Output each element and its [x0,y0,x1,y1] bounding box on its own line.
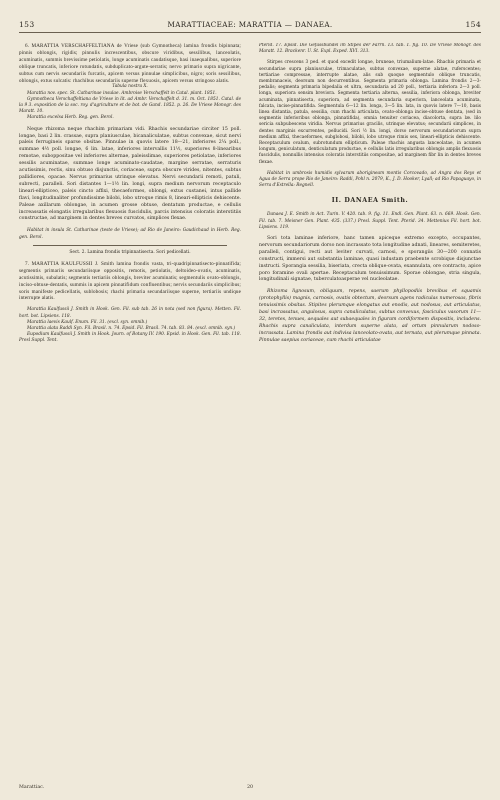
running-head [19,20,481,33]
left-page-number: 153 [19,20,35,29]
synonym: Marattia laevis Kaulf. Enum. Fil. 31. (excl. syn. omnib.) [27,319,148,325]
species-description: 6. MARATTIA VERSCHAFFELTIANA de Vriese (sub Gymnotheca) lamina frondis bipinnata; pinnis oblongis, rigidis; pinnulis increscentibus, obscure viridibus, sessilibus, lanceolatis, acuminatis, summis brevissime petiolatis, longe acuminatis caudatisque, basi inaequalibus, superiore oblique truncatis, inferiore rotundatis, subduplicato-argute-serratis; nervo primario supra nigricante, subtus cum nervis secundariis furcatis, apicem versus pinnulae simplicibus, nigro; soris sessilibus, oblongis, extus sulcatis: rhachibus secundariis superne flexuosis, apicem versus stringoso alatis. [19,43,241,84]
genus-description: Sori tota laminae inferiore, hanc tamen apiceque extremo excepto, occupantes, nervorum secundariorum dorso non incrassato tota longitudine adnati, lineares, semiteretes, paralleli, contigui, recti aut leviter curvati, carnosi, e sporangiis 30—200 connatis constructi, immersi aut substantia laminae, quasi industam praebente scrobique disjunctae instructi. Sporangia sessilia, biseriata, crecta oblique-ovata, exannulata, ore contracto, apice poro foramine ovali apertae. Receptaculum tenuissimum. Sporae oblongae, stria singula, longitudinali signatae, tuberculatoasperae vel nucleolatae. [259,235,481,283]
description-paragraph: Stirpes crescens 3 ped. et quod excedit longae, bruneae, triumalium-latae. Rhachis primaria et secundariae supra planiusculae, trimaculatae, subtus convexae, superne alatae, ruferscentes; tertiariae compressae, interrupte alatae, alis sub quoque segmentulo oblique truncatis, membranaceis, deorsum non decurrentibus. Segmenta primaria oblonga. Lamina frondis 2—3-pedalis; segmenta primaria bipedalia et ultra, secundaria ad 20 poll., tertiaria inferiora 2—3 poll. longa, superiora sensim breviora. Segmenta tertiaria alterna, sessilia, inferiora oblonga, breviter acuminata, pinnatisecta, superiora, ad segmenta secundaria superiora, lanceolata acuminata, falcata, incise-pinnatifida. Segmentula 6—12 lin. longa, 3—5 lin. lata, in quovis latere 7—10, basis linea distantia, patula, sessilia, cum rhachi articulata, ovato-oblonga incise-obtuse dentata, (sed in segmentis inferioribus oblonga, pinnatifida), omnia tenuiter coriacea, diacolorta, supra læ. lilo sericia subpubescens viridia. Nervus primarius gracilis, utrinque elevatus; secundarii simplices, in dentes marginis excurrentes, pellucidi. Sori ½ lin. longi, dorso nervorum secundariorum supra medium affixi, thecaeformes, subglobosi, bilobi, lobo utroque rimis sex, lineari-ellipticis dehiscente. Receptaculum ovalum, subrotundum ellipticum. Paleae rhachis angusta lanceolatae, in acumen longum, geniculatum, denticulatum productae, e cellulis latis irregularibus oblongis amplis flexuosis fuscidulis, nonnullis intensius coloratis interstitiis compositae, ad marginem fibr lin in dentes breves flexae. [259,60,481,165]
synonym: Marattia alata Raddi Syn. Fil. Brasil. n. 74. Epsid. Fil. Brasil. 74. tab. 83. 84. (excl. omnib. syn.) [27,326,236,331]
habitat-note: Habitat in umbrosis humidis sylvarum aborigineam montis Corcovado, ad Angra dos Reys et Agua de Serra prope Rio de Janeiro: Raddi, Pohl n. 2079, K., J. D. Hooker, Lyall; ad Rio Papaguayo, in Serra d'Estrella: Regnell. [259,170,481,189]
section-heading: Sect. 2. Lamina frondis tripinnatisecta. Sori pedicellati. [69,249,191,255]
synonym: Pterid. 17. Epsid. Die Gefässbündel im Stipes der Farrn. 13. tab. 1. fig. 10. De Vriese Monogr. des Maratt. 12. Brackenr. U. St. Expl. Exped. XVI. 313. [259,43,481,55]
section-divider [33,245,227,246]
habitat-note: Habitat in insula St. Catharinae (teste de Vriese); ad Rio de Janeiro: Gaudichaud in Herb. Reg. gen. Berol. [19,228,241,240]
description-paragraph: Neque rhizoma neque rhachim primariam vidi. Rhachis secundariae circiter 15 poll. longae, basi 2 lin. crassae, supra planiusculae, bicanaliculatae, subtus convexae, sicut nervi paleis ferrugineis sparse obsitae. Pinnulae in quovis latere 18—21, inferiores 2¼ poll., summae 4½ poll. longae, 6 lin. latae, inferiores intervallis 11½, superiores 8-linearibus remotae, suboppositae vel inferiores alternae, paleisslimae, superiores petiolatae, inferiores sessilis acuminatae, summae longe acuminato-caudatae, margine serratae, serraturis acutissimis, rectis, sinu obtuso disjunctis, coriaceae, supra obscure virides, nitentes, subtus pallidiores, opacae. Nervus primarius utrinque elevatus. Nervi secundarii remoti, patuli, subrecti, paralleli. Sori distantes 1—1½ lin. longi, supra medium nervorum receptaculo lineari-ellipticeo, paleis cincto affixi, thecaeformes, oblongi, extus custanei, intus pallide flavi, longitudinaliter profundissime bilobi, lobo utroque rimis 8, lineari-ellipticis dehiscente. Paleae axillarum oblongae, in acumen grosse obtuse, dentatum productae, e cellulis increassatis elongatis irregularibus flexuosis fuscidulis, parcis intensius coloratis interstitiis constructae, ad marginem in dentes breves curvatos, simplices flexae. [19,126,241,222]
genus-heading: II. DANAEA Smith. [331,197,409,205]
right-page-number: 154 [465,20,481,29]
left-column [19,43,241,345]
signature-mark: 20 [246,785,254,790]
genus-references: Danaea J. E. Smith in Act. Turin. V. 420. tab. 9. fig. 11. Endl. Gen. Plant. 63. n. 669. Hook. Gen. Fil. tab. 7. Meisner Gen. Plant. 435. (337.) Presl. Suppl. Tent. Pterid. 34. Mettenius Fil. hort. bot. Lipsiens. 119. [259,212,481,230]
synonym: Marattia nov. spec. St. Catharinae insulae. Ambroise Verschaffelt in Catal. plant. 1851. [27,90,217,96]
synonym: Marattia Kaulfussii J. Smith in Hook. Gen. Fil. sub tab. 26 in nota (sed non figura). Metten. Fil. hort. bot. Lipsiens. 118. [19,307,241,319]
running-title: MARATTIACEAE: MARATTIA — DANAEA. [167,20,333,29]
right-column [259,43,481,345]
genus-habit: Rhizoma lignosum, obliquum, repens, saerum phyllopodiis brevibus et squamis (protophyllis) magnis, carnosis, ovatis obtectum, deorsum agens radiculas numerosas, fibris tenuissimis obsitas. Stipites plerumque elongatus aut enodis, aut nodosus, aut articulatus, basi incrassatus, angulosus, supra canaliculatus, subtus convexus, fasciculus vasorum 11—32, teretes, tenues, aequales aut subaequales in figuram cordiformem dispositis, includens. Rhachis supra canaliculata, interdum superne alata, ad ortum pinnularum nodoso-incrassata. Lamina frondis aut indivisa lanceolato-ovata, aut ternata, aut plerumque pinnata. Pinnulae saepius coriaceae, cum rhachi articulatae [259,289,481,343]
text-columns [19,43,481,345]
species-description: 7. MARATTIA KAULFUSSII J. Smith lamina frondis vasta, tri-quadripinnatisecto-pinnatifida; segmentis primariis secundariisque oppositis, remotis, petiolatis, deltoideo-ovatis, acuminatis, acutissimis, subalatis; segmentis tertiariis oblongis, breviter acuminatis; segmentulis ovato-oblongis, inciso-obtuse-dentatis, summis in apicem pinnatifidum confluentibus; nervis secundariis simplicibus; soris manifeste pedicellatis, sublobosis; rhachi primaria secundariisque superne, tertiariis undique interrupte alatis. [19,260,241,302]
footer-left: Marattiac. [19,785,45,790]
synonym: Marattia excelsa Herb. Reg. gen. Berol. [27,115,114,121]
synonym: Gymnotheca Verschaffeltiana de Vriese in lit. ad Ambr. Verschaffelt d. 31. m. Oct. 1851. Catal. de la 9 3. exposition de la soc. roy. d'agriculture et de bot. de Gand. 1852. p. 26. De Vriese Monogr. des Maratt. 10. [19,96,241,115]
page-footer [19,785,481,790]
synonym: Eupodium Kaulfussii J. Smith in Hook. Journ. of Botany IV. 190. Epsid. in Hook. Gen. Fil. tab. 118. Presl Suppl. Tent. [19,332,241,344]
plate-reference: Tabula nostra X. [112,84,148,90]
